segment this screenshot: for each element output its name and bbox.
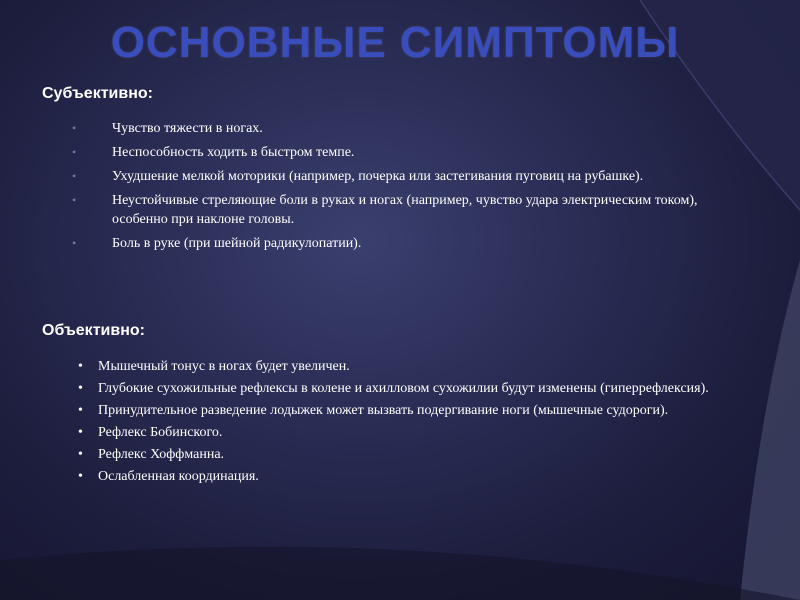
list-item — [78, 423, 738, 442]
bullet-icon: • — [72, 236, 77, 250]
objective-list — [78, 357, 738, 489]
list-item — [78, 467, 738, 486]
list-item-text: Ухудшение мелкой моторики (например, почерка или застегивания пуговиц на рубашке). — [112, 169, 644, 184]
bullet-icon: • — [78, 403, 83, 418]
list-item-text: Принудительное разведение лодыжек может вызвать подергивание ноги (мышечные судороги). — [98, 403, 669, 418]
list-item — [72, 119, 722, 138]
decorative-curve-bottom — [0, 547, 800, 600]
list-item — [78, 445, 738, 464]
bullet-icon: • — [72, 121, 77, 135]
list-item — [72, 143, 722, 162]
list-item — [72, 191, 722, 229]
decorative-curve-right — [740, 260, 800, 600]
list-item-text: Глубокие сухожильные рефлексы в колене и ахилловом сухожилии будут изменены (гиперрефлексия). — [98, 381, 709, 396]
slide-title: ОСНОВНЫЕ СИМПТОМЫ — [110, 18, 680, 67]
subjective-list — [72, 119, 722, 258]
list-item — [72, 234, 722, 253]
objective-heading: Объективно: — [42, 322, 145, 339]
list-item-text: Мышечный тонус в ногах будет увеличен. — [98, 359, 350, 374]
bullet-icon: • — [78, 469, 83, 484]
list-item-text: Рефлекс Бобинского. — [98, 425, 223, 440]
list-item — [78, 401, 738, 420]
list-item-text: Ослабленная координация. — [98, 469, 259, 484]
list-item — [78, 379, 738, 398]
subjective-heading: Субъективно: — [42, 85, 153, 102]
bullet-icon: • — [78, 381, 83, 396]
list-item-text: Неустойчивые стреляющие боли в руках и ногах (например, чувство удара электрическим током), особенно при наклоне головы. — [112, 193, 698, 227]
bullet-icon: • — [78, 359, 83, 374]
list-item — [78, 357, 738, 376]
list-item — [72, 167, 722, 186]
list-item-text: Чувство тяжести в ногах. — [112, 121, 263, 136]
bullet-icon: • — [72, 169, 77, 183]
list-item-text: Неспособность ходить в быстром темпе. — [112, 145, 355, 160]
bullet-icon: • — [78, 425, 83, 440]
bullet-icon: • — [72, 193, 77, 207]
bullet-icon: • — [72, 145, 77, 159]
bullet-icon: • — [78, 447, 83, 462]
list-item-text: Рефлекс Хоффманна. — [98, 447, 225, 462]
list-item-text: Боль в руке (при шейной радикулопатии). — [112, 236, 362, 251]
